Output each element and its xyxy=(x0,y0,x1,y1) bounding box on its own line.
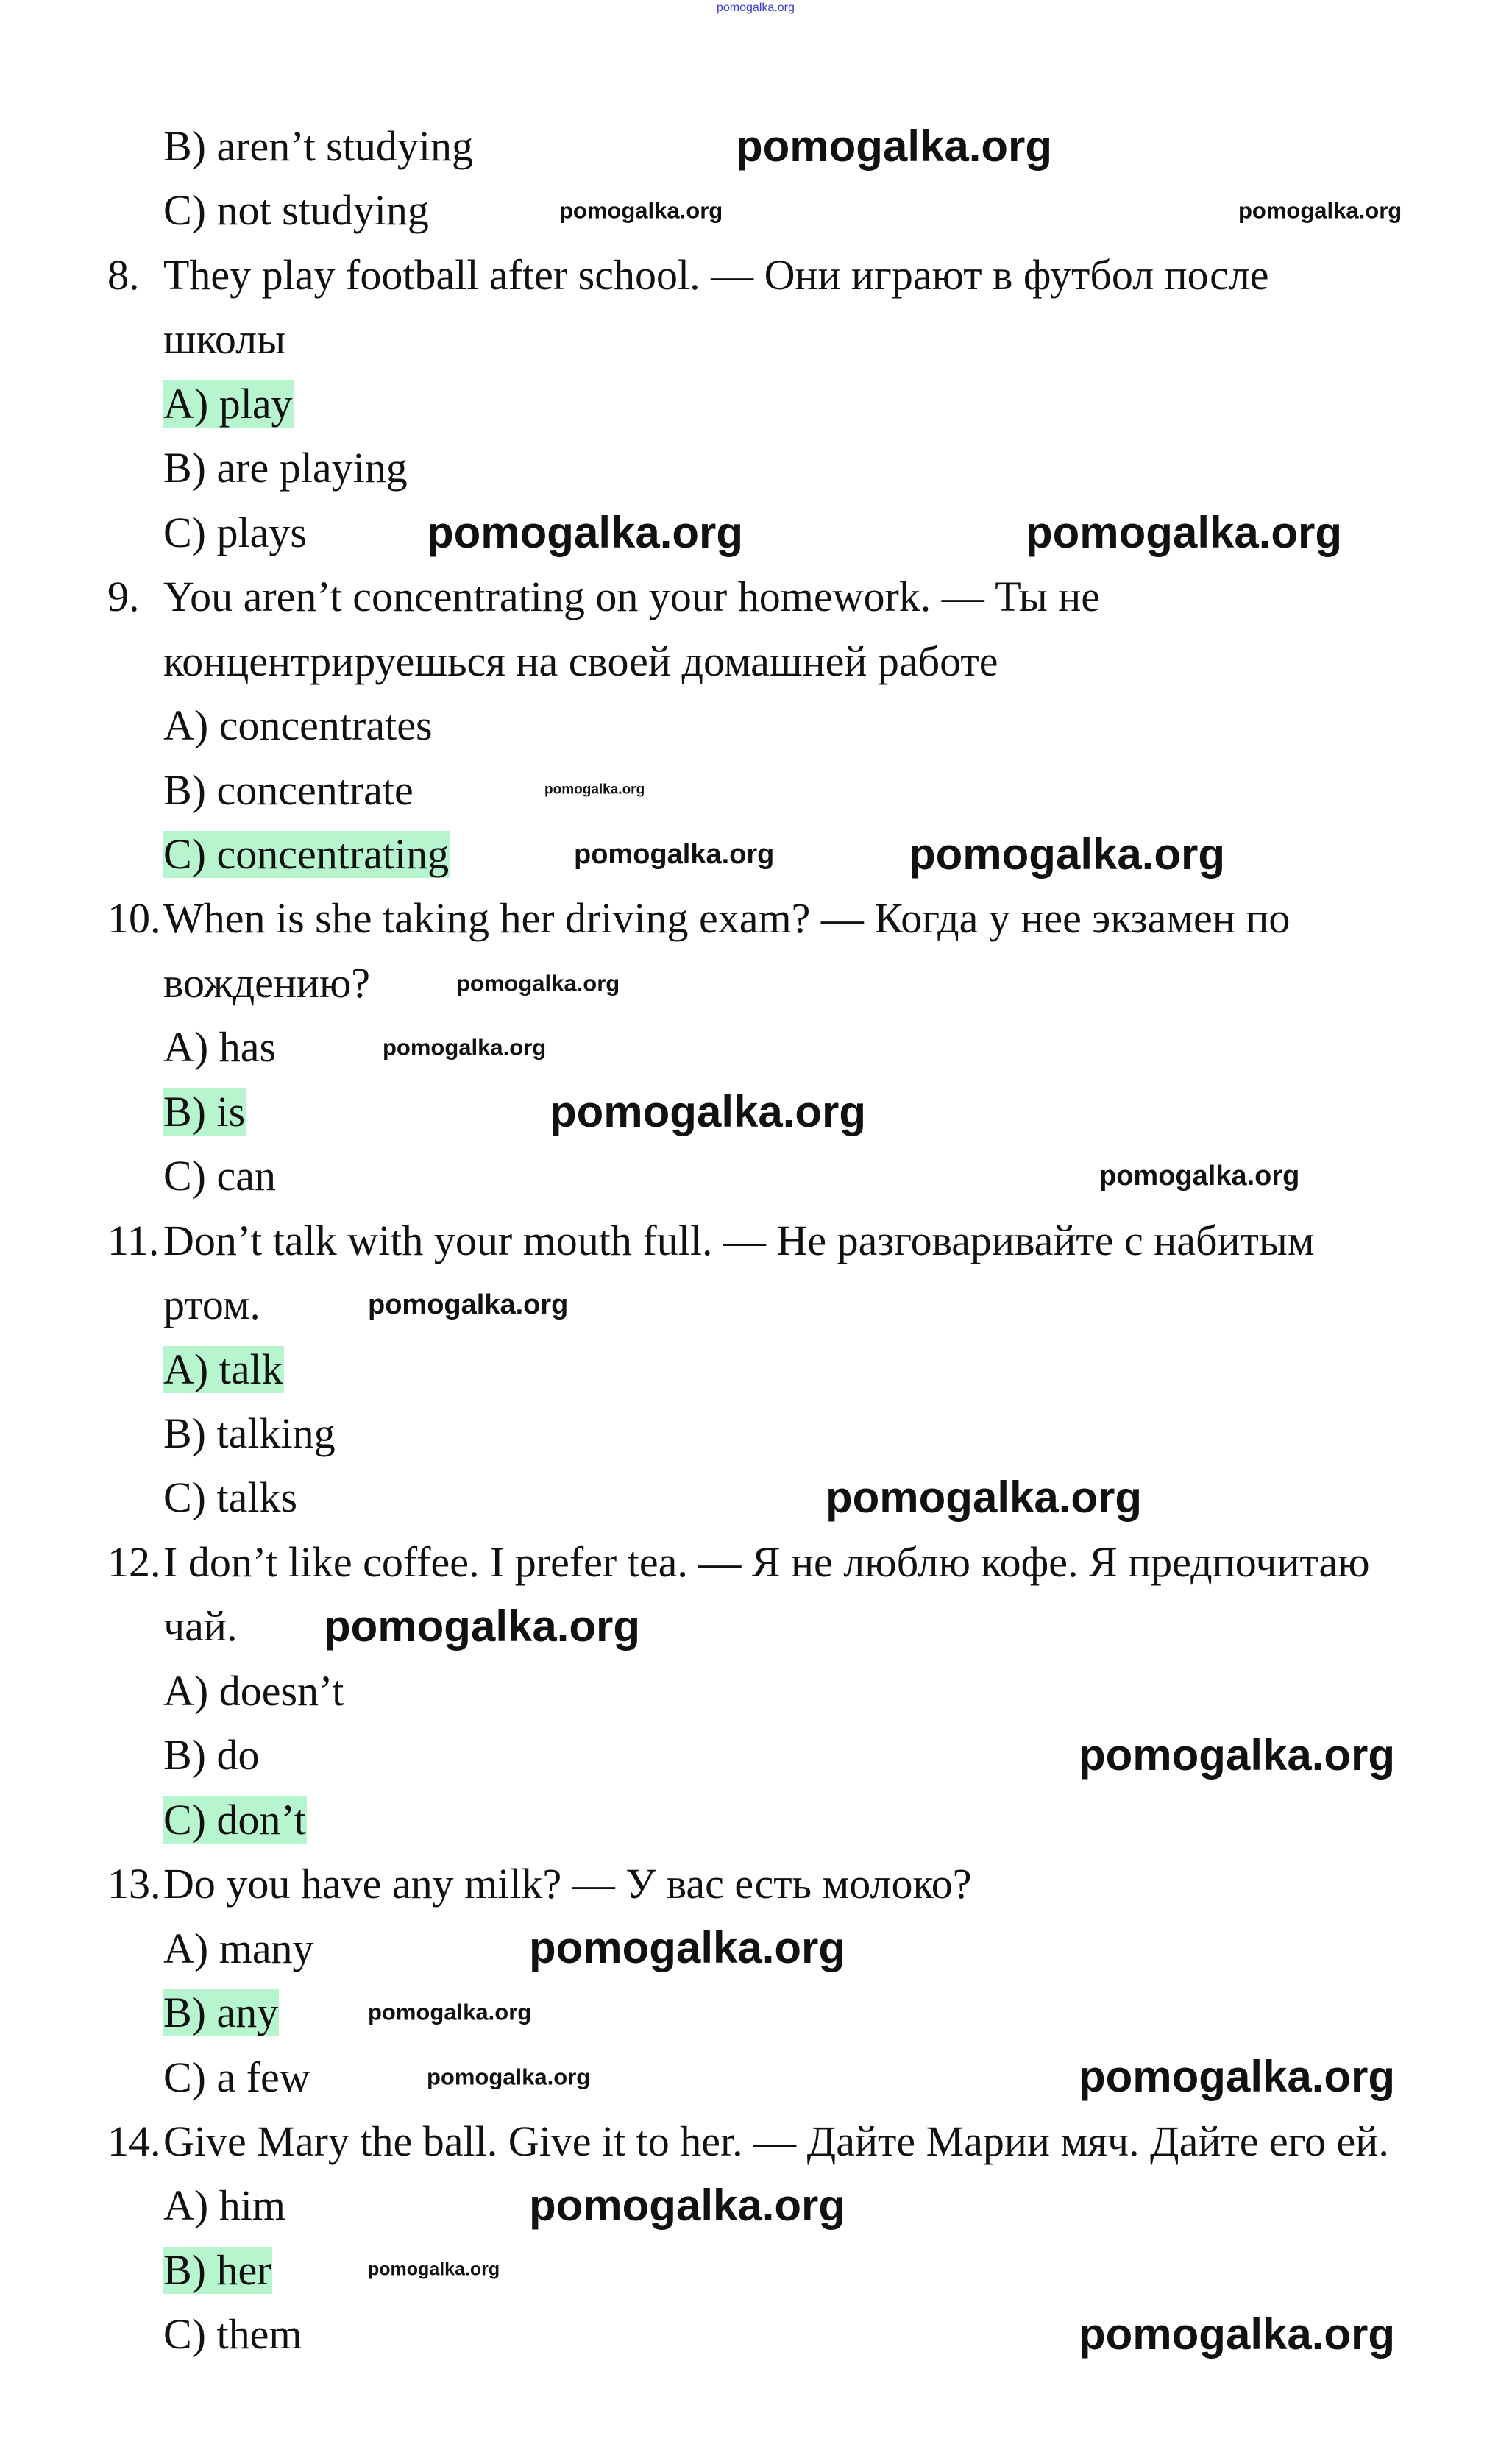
line-text: B) are playing xyxy=(163,444,408,492)
line-text: A) concentrates xyxy=(163,701,433,750)
watermark: pomogalka.org xyxy=(368,1289,569,1320)
watermark: pomogalka.org xyxy=(456,970,620,996)
highlighted-answer: C) concentrating xyxy=(163,829,450,878)
highlighted-answer: C) don’t xyxy=(163,1795,306,1844)
line-text: You aren’t concentrating on your homework. — Ты не xyxy=(163,573,1101,621)
question-number: 11. xyxy=(107,1216,160,1264)
watermark: pomogalka.org xyxy=(544,782,645,798)
watermark: pomogalka.org xyxy=(383,1034,547,1060)
watermark: pomogalka.org xyxy=(1238,197,1402,224)
watermark: pomogalka.org xyxy=(1079,2052,1396,2101)
line-text: школы xyxy=(163,315,286,364)
line-text: вождению? xyxy=(163,958,371,1007)
line-text: Give Mary the ball. Give it to her. — Дайте Марии мяч. Дайте его ей. xyxy=(163,2117,1389,2165)
line-text: B) talking xyxy=(163,1409,336,1457)
watermark: pomogalka.org xyxy=(368,1999,532,2025)
watermark: pomogalka.org xyxy=(909,829,1226,879)
line-text: A) many xyxy=(163,1924,314,1972)
line-text: A) has xyxy=(163,1023,277,1072)
highlighted-answer: A) play xyxy=(163,379,293,428)
watermark: pomogalka.org xyxy=(368,2259,500,2280)
line-text: B) do xyxy=(163,1731,260,1780)
line-text: A) doesn’t xyxy=(163,1666,344,1715)
watermark: pomogalka.org xyxy=(1079,2309,1396,2359)
highlighted-answer: B) any xyxy=(163,1989,279,2037)
line-text: C) talks xyxy=(163,1473,298,1522)
line-text: C) them xyxy=(163,2310,302,2359)
line-text: Do you have any milk? — У вас есть молоко? xyxy=(163,1860,972,1908)
question-number: 9. xyxy=(107,573,140,621)
highlighted-answer: B) her xyxy=(163,2245,271,2294)
watermark: pomogalka.org xyxy=(1026,508,1343,557)
watermark: pomogalka.org xyxy=(1099,1161,1300,1191)
line-text: B) concentrate xyxy=(163,765,414,814)
line-text: Don’t talk with your mouth full. — Не разговаривайте с набитым xyxy=(163,1216,1315,1264)
highlighted-answer: A) talk xyxy=(163,1345,283,1393)
line-text: C) not studying xyxy=(163,186,429,235)
watermark: pomogalka.org xyxy=(826,1473,1143,1522)
line-text: ртом. xyxy=(163,1281,260,1329)
question-number: 13. xyxy=(107,1860,161,1908)
watermark: pomogalka.org xyxy=(427,508,744,557)
watermark: pomogalka.org xyxy=(529,2181,846,2230)
line-text: C) can xyxy=(163,1152,276,1200)
highlighted-answer: B) is xyxy=(163,1087,246,1136)
line-text: They play football after school. — Они играют в футбол после xyxy=(163,250,1269,299)
watermark: pomogalka.org xyxy=(550,1087,867,1136)
watermark: pomogalka.org xyxy=(324,1601,641,1651)
line-text: концентрируешься на своей домашней работе xyxy=(163,637,998,685)
question-number: 14. xyxy=(107,2117,161,2165)
watermark: pomogalka.org xyxy=(574,839,775,870)
line-text: I don’t like coffee. I prefer tea. — Я не люблю кофе. Я предпочитаю xyxy=(163,1537,1370,1586)
line-text: A) him xyxy=(163,2181,285,2230)
watermark: pomogalka.org xyxy=(736,121,1053,171)
line-text: C) a few xyxy=(163,2053,310,2101)
watermark: pomogalka.org xyxy=(559,197,723,224)
line-text: When is she taking her driving exam? — Когда у нее экзамен по xyxy=(163,894,1291,943)
line-text: чай. xyxy=(163,1602,238,1651)
question-number: 8. xyxy=(107,250,140,299)
watermark: pomogalka.org xyxy=(529,1923,846,1972)
line-text: B) aren’t studying xyxy=(163,122,473,170)
watermark: pomogalka.org xyxy=(427,2064,591,2090)
line-text: C) plays xyxy=(163,508,307,556)
question-number: 12. xyxy=(107,1537,161,1586)
watermark: pomogalka.org xyxy=(717,1,795,14)
watermark: pomogalka.org xyxy=(1079,1730,1396,1780)
question-number: 10. xyxy=(107,894,161,943)
